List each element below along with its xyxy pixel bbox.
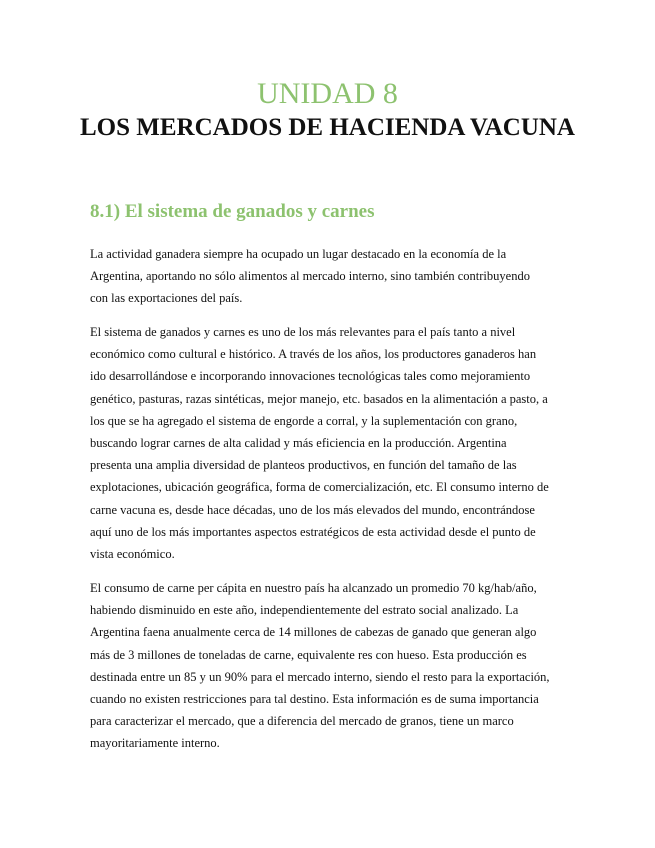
paragraph-line: habiendo disminuido en este año, independientemente del estrato social analizado. La bbox=[90, 603, 519, 618]
paragraph-1 bbox=[90, 243, 568, 310]
paragraph-line: carne vacuna es, desde hace décadas, uno de los más elevados del mundo, encontrándose bbox=[90, 502, 535, 517]
paragraph-line: genético, pasturas, razas sintéticas, mejor manejo, etc. basados en la alimentación a pasto, a bbox=[90, 391, 548, 406]
paragraph-line: cuando no existen restricciones para tal destino. Esta información es de suma importancia bbox=[90, 692, 539, 707]
paragraph-line: más de 3 millones de toneladas de carne, equivalente res con hueso. Esta producción es bbox=[90, 647, 527, 662]
paragraph-line: los que se ha agregado el sistema de engorde a corral, y la suplementación con grano, bbox=[90, 413, 518, 428]
paragraph-line: aquí uno de los más importantes aspectos estratégicos de esta actividad desde el punto de bbox=[90, 524, 536, 539]
paragraph-line: Argentina faena anualmente cerca de 14 millones de cabezas de ganado que generan algo bbox=[90, 625, 537, 640]
paragraph-line: Argentina, aportando no sólo alimentos al mercado interno, sino también contribuyendo bbox=[90, 269, 530, 284]
paragraph-line: La actividad ganadera siempre ha ocupado un lugar destacado en la economía de la bbox=[90, 247, 507, 261]
paragraph-line: presenta una amplia diversidad de planteos productivos, en función del tamaño de las bbox=[90, 458, 517, 473]
paragraph-line: con las exportaciones del país. bbox=[90, 291, 243, 306]
paragraph-line: vista económico. bbox=[90, 547, 175, 562]
paragraph-line: destinada entre un 85 y un 90% para el mercado interno, siendo el resto para la exportación, bbox=[90, 669, 550, 684]
paragraph-line: ido desarrollándose e incorporando innovaciones tecnológicas tales como mejoramiento bbox=[90, 369, 531, 384]
unit-number: UNIDAD 8 bbox=[257, 77, 398, 110]
paragraph-line: para caracterizar el mercado, que a diferencia del mercado de granos, tiene un marco bbox=[90, 714, 514, 729]
paragraph-3 bbox=[90, 577, 568, 755]
section-heading: 8.1) El sistema de ganados y carnes bbox=[90, 201, 375, 222]
paragraph-line: El sistema de ganados y carnes es uno de los más relevantes para el país tanto a nivel bbox=[90, 325, 516, 339]
paragraph-line: mayoritariamente interno. bbox=[90, 736, 220, 751]
paragraph-2 bbox=[90, 321, 568, 565]
paragraph-line: buscando lograr carnes de alta calidad y más eficiencia en la producción. Argentina bbox=[90, 436, 507, 451]
unit-title: LOS MERCADOS DE HACIENDA VACUNA bbox=[80, 114, 575, 141]
paragraph-line: económico como cultural e histórico. A través de los años, los productores ganaderos han bbox=[90, 347, 537, 362]
paragraph-line: explotaciones, ubicación geográfica, forma de comercialización, etc. El consumo interno de bbox=[90, 480, 549, 495]
paragraph-line: El consumo de carne per cápita en nuestro país ha alcanzado un promedio 70 kg/hab/año, bbox=[90, 581, 537, 595]
